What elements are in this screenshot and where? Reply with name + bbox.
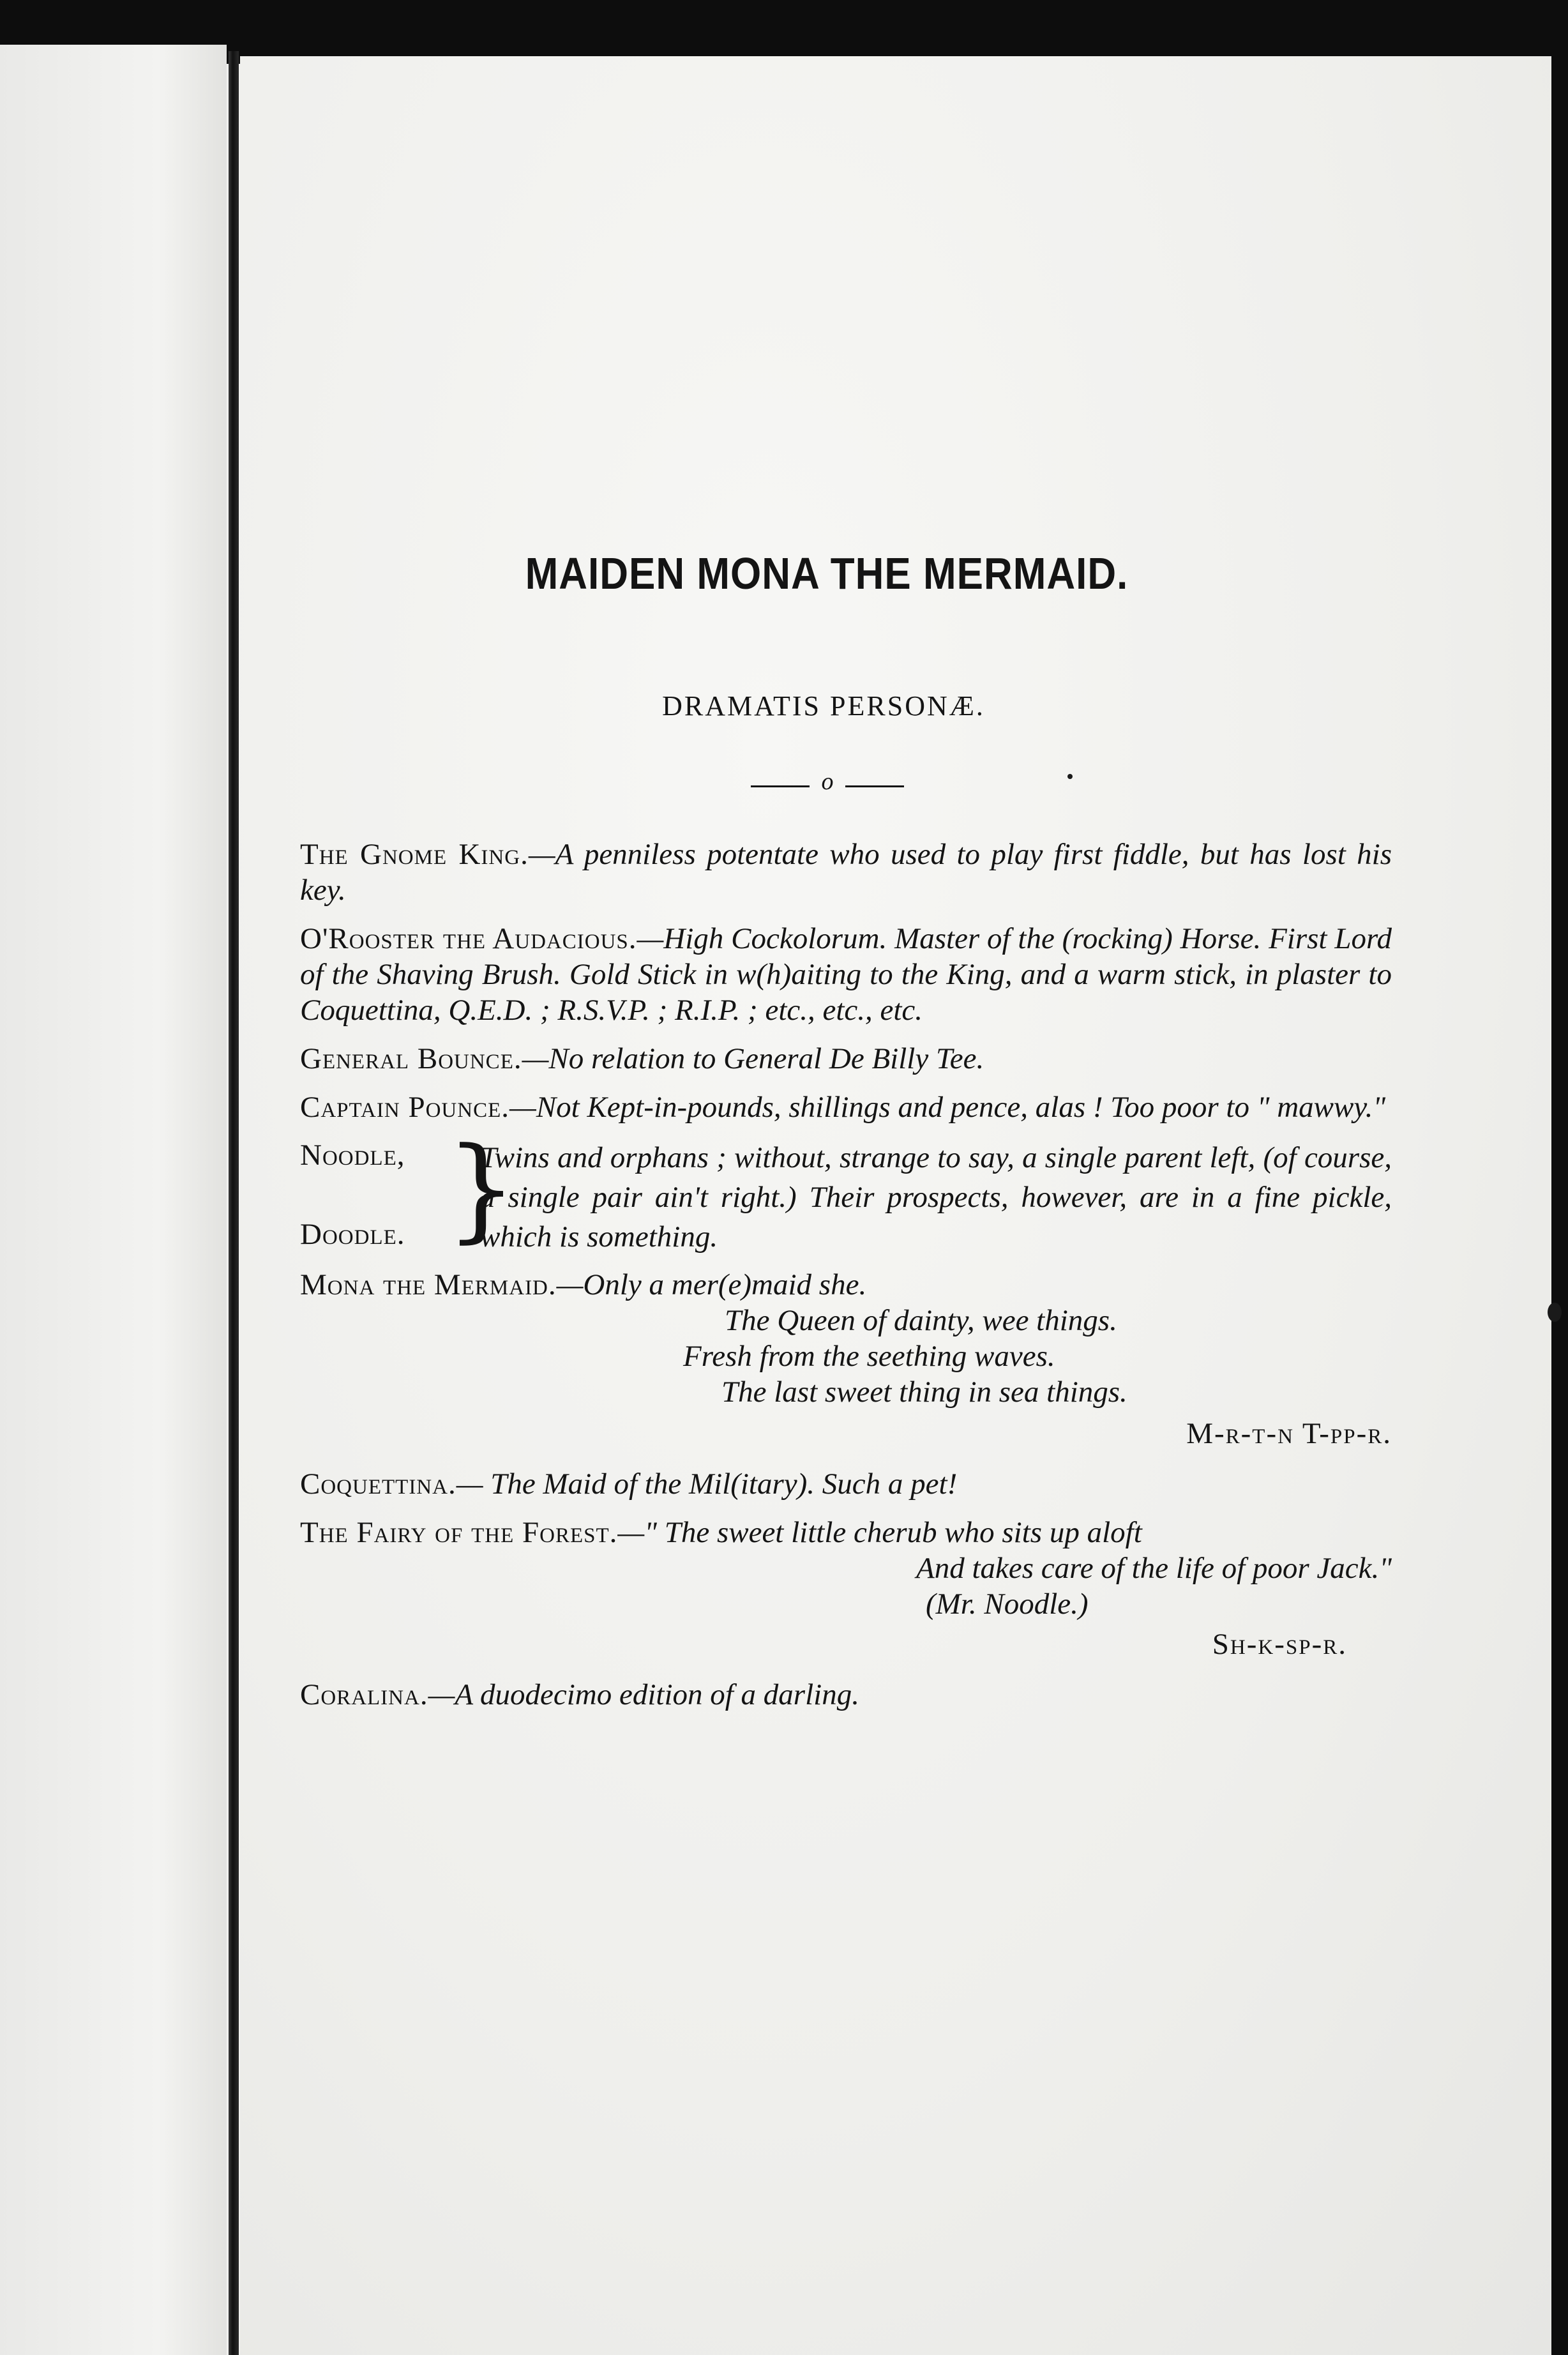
character-name: The Gnome King. — [300, 838, 529, 871]
verse-quote — [300, 1303, 1392, 1410]
ink-speck — [1067, 774, 1073, 779]
character-description: —No relation to General De Billy Tee. — [522, 1042, 984, 1075]
cast-list — [300, 837, 1392, 1725]
verse-line: The last sweet thing in sea things. — [721, 1375, 1127, 1409]
character-name: Coralina. — [300, 1678, 428, 1711]
character-description: —A penniless potentate who used to play first fiddle, but has lost his key. — [300, 838, 1392, 907]
character-name-noodle: Noodle, — [300, 1139, 405, 1172]
facing-page — [0, 45, 227, 2355]
ink-speck — [1548, 1303, 1562, 1322]
scan-right-border — [1551, 0, 1568, 2355]
cast-entry-gnome-king — [300, 837, 1392, 908]
cast-entry-fairy — [300, 1515, 1392, 1550]
quote-attribution: Sh-k-sp-r. — [1212, 1628, 1347, 1661]
character-description: — The Maid of the Mil(itary). Such a pet! — [456, 1467, 958, 1501]
character-name: O'Rooster the Audacious. — [300, 922, 637, 955]
book-spine — [229, 51, 239, 2355]
verse-line: The Queen of dainty, wee things. — [725, 1304, 1117, 1337]
cast-entry-orooster — [300, 921, 1392, 1028]
cast-entry-noodle-doodle — [300, 1123, 1392, 1259]
character-name: Mona the Mermaid. — [300, 1268, 557, 1301]
quote-attribution: M-r-t-n T-pp-r. — [1186, 1417, 1392, 1450]
character-description: —Not Kept-in-pounds, shillings and pence, alas ! Too poor to " mawwy." — [509, 1091, 1386, 1124]
cast-entry-general-bounce — [300, 1041, 1392, 1077]
play-title: MAIDEN MONA THE MERMAID. — [525, 549, 1129, 599]
character-name: Coquettina. — [300, 1467, 456, 1501]
cast-entry-coralina — [300, 1677, 1392, 1713]
character-description: Twins and orphans ; without, strange to say, a single parent left, (of course, a single pair ain't right.) Their prospects, however, are in a fine pickle, which is something. — [480, 1141, 1392, 1253]
cast-entry-mona — [300, 1267, 1392, 1303]
cast-entry-captain-pounce — [300, 1089, 1392, 1125]
divider-ornament: o — [821, 768, 834, 795]
dramatis-personae-heading: DRAMATIS PERSONÆ. — [662, 690, 985, 722]
ornamental-divider — [751, 768, 904, 797]
character-name: Captain Pounce. — [300, 1091, 510, 1124]
character-description: —A duodecimo edition of a darling. — [428, 1678, 859, 1711]
character-name: General Bounce. — [300, 1042, 522, 1075]
character-name-doodle: Doodle. — [300, 1218, 405, 1251]
verse-line: Fresh from the seething waves. — [683, 1340, 1055, 1373]
grouping-brace: } — [446, 1123, 517, 1254]
cast-entry-coquettina — [300, 1466, 1392, 1502]
divider-rule-left — [751, 785, 810, 787]
character-description: —" The sweet little cherub who sits up aloft — [617, 1516, 1142, 1549]
character-description: —High Cockolorum. Master of the (rocking) Horse. First Lord of the Shaving Brush. Gold Stick in w(h)aiting to the King, and a warm stick, in plaster to Coquettina, Q.E.D. ; R.S.V.P. ; R.I.P. ; etc., etc., etc. — [300, 922, 1392, 1027]
verse-line: (Mr. Noodle.) — [926, 1587, 1089, 1621]
divider-rule-right — [845, 785, 904, 787]
character-name: The Fairy of the Forest. — [300, 1516, 618, 1549]
character-description: —Only a mer(e)maid she. — [556, 1268, 867, 1301]
verse-line: And takes care of the life of poor Jack." — [916, 1552, 1392, 1585]
